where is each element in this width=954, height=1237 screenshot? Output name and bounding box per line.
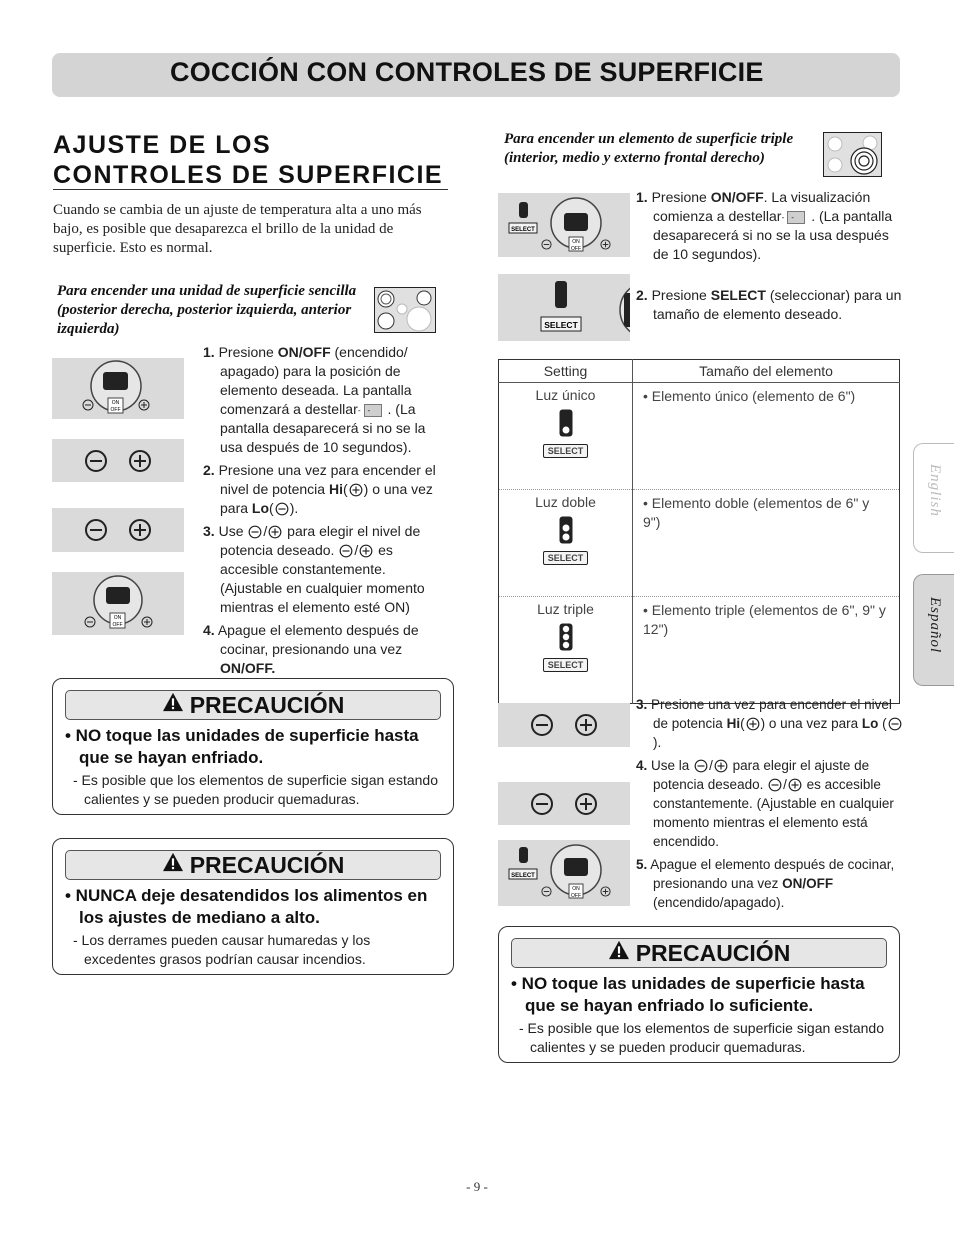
table-header-setting: Setting — [499, 360, 633, 383]
size-description: • Elemento único (elemento de 6") — [643, 388, 856, 404]
off-label: OFF — [110, 407, 121, 413]
minus-icon — [248, 525, 262, 539]
caution-box-2 — [52, 838, 454, 975]
triple-unit-heading: Para encender un elemento de superficie triple (interior, medio y externo frontal derecho) — [504, 131, 794, 166]
page-number: - 9 - — [466, 1179, 488, 1194]
section-title: AJUSTE DE LOS CONTROLES DE SUPERFICIE — [53, 131, 444, 189]
minus-plus-thumb — [498, 703, 630, 747]
select-button: SELECT — [543, 551, 589, 565]
triple-step-4: 4. Use la / para elegir el ajuste de potencia deseado. / es accesible constantemente. (Ajustable en cualquier momento mientras el elemento está encendido. — [636, 758, 894, 849]
minus-icon — [275, 502, 289, 516]
triple-step-2: 2. Presione SELECT (seleccionar) para un tamaño de elemento deseado. — [636, 287, 902, 322]
table-row — [499, 597, 900, 704]
tab-espanol[interactable]: Español — [913, 574, 954, 686]
plus-icon — [788, 778, 802, 792]
caution-box-1 — [52, 678, 454, 815]
minus-plus-thumb — [52, 439, 184, 482]
caution-main-text: • NUNCA deje desatendidos los alimentos en los ajustes de mediano a alto. — [65, 886, 428, 927]
single-step-3: 3. Use / para elegir el nivel de potencia deseado. / es accesible constantemente. (Ajustable en cualquier momento mientras el elemento esté ON) — [203, 523, 425, 615]
off-label: OFF — [571, 246, 581, 252]
on-label: ON — [113, 615, 122, 621]
warning-icon — [608, 940, 630, 960]
single-step-1: 1. Presione ON/OFF (encendido/ apagado) para la posición de elemento deseada. La pantalla comenzará a destellar - - . (La pantalla desaparecerá si no se la usa después de 10 segundos). — [203, 344, 426, 455]
table-header-size: Tamaño del elemento — [633, 360, 900, 383]
caution-main-text: • NO toque las unidades de superficie hasta que se hayan enfriado lo suficiente. — [511, 974, 865, 1015]
on-label: ON — [572, 886, 580, 892]
minus-plus-thumb — [52, 508, 184, 552]
warning-icon — [162, 852, 184, 872]
single-lamp-icon — [500, 409, 631, 440]
triple-steps-c — [636, 695, 904, 916]
caution-box-3 — [498, 926, 900, 1063]
table-row — [499, 383, 900, 490]
select-label: SELECT — [511, 873, 535, 879]
plus-icon — [268, 525, 282, 539]
element-size-table — [498, 359, 900, 704]
tab-english[interactable]: English — [913, 443, 954, 553]
size-description: • Elemento doble (elementos de 6" y 9") — [633, 490, 900, 597]
triple-lamp-icon — [500, 623, 631, 654]
single-step-4: 4. Apague el elemento después de cocinar, presionando una vez ON/OFF. — [203, 622, 419, 676]
on-label: ON — [111, 400, 120, 406]
double-lamp-icon — [500, 516, 631, 547]
cooktop-single-diagram — [374, 287, 436, 333]
control-panel-onoff-thumb — [52, 572, 184, 635]
on-label: ON — [572, 239, 580, 245]
setting-label: Luz único — [535, 387, 596, 403]
single-step-2: 2. Presione una vez para encender el nivel de potencia Hi( ) o una vez para Lo( ). — [203, 462, 436, 516]
select-label: SELECT — [511, 227, 535, 233]
caution-header: PRECAUCIÓN — [511, 938, 887, 968]
control-panel-select-thumb — [498, 840, 630, 906]
triple-step-5: 5. Apague el elemento después de cocinar, presionando una vez ON/OFF (encendido/apagado). — [636, 857, 895, 910]
plus-icon — [349, 483, 363, 497]
single-steps — [203, 343, 451, 682]
section-divider — [53, 189, 448, 190]
control-panel-onoff-thumb — [52, 358, 184, 419]
plus-icon — [359, 544, 373, 558]
minus-icon — [768, 778, 782, 792]
minus-plus-thumb — [498, 782, 630, 825]
select-button-thumb — [498, 274, 630, 341]
setting-label: Luz doble — [535, 494, 596, 510]
select-button: SELECT — [543, 444, 589, 458]
minus-icon — [694, 759, 708, 773]
table-row — [499, 490, 900, 597]
caution-header: PRECAUCIÓN — [65, 690, 441, 720]
caution-sub-text: - Los derrames pueden causar humaredas y los excedentes grasos podrían causar incendios. — [73, 932, 371, 967]
setting-label: Luz triple — [537, 601, 594, 617]
triple-step-3: 3. Presione una vez para encender el nivel de potencia Hi( ) o una vez para Lo (). — [636, 695, 904, 752]
caution-sub-text: - Es posible que los elementos de superficie sigan estando calientes y se pueden producir quemaduras. — [519, 1020, 884, 1055]
minus-icon — [888, 717, 902, 731]
section-intro: Cuando se cambia de un ajuste de temperatura alta a uno más bajo, es posible que desaparezca el brillo de la unidad de superficie. Esto es normal. — [53, 202, 422, 256]
off-label: OFF — [112, 622, 123, 628]
caution-sub-text: - Es posible que los elementos de superficie sigan estando calientes y se pueden producir quemaduras. — [73, 772, 438, 807]
display-dashes-icon: - - — [364, 404, 382, 417]
minus-icon — [339, 544, 353, 558]
plus-icon — [714, 759, 728, 773]
caution-main-text: • NO toque las unidades de superficie hasta que se hayan enfriado. — [65, 726, 419, 767]
triple-steps-b — [636, 286, 902, 328]
triple-step-1: 1. Presione ON/OFF. La visualización comienza a destellar - - . (La pantalla desaparecerá si no se la usa después de 10 segundos). — [636, 189, 893, 262]
warning-icon — [162, 692, 184, 712]
cooktop-triple-diagram — [823, 132, 882, 177]
caution-header: PRECAUCIÓN — [65, 850, 441, 880]
single-unit-heading: Para encender una unidad de superficie sencilla (posterior derecha, posterior izquierda, anterior izquierda) — [57, 283, 357, 337]
plus-icon — [746, 717, 760, 731]
display-dashes-icon: - - — [787, 211, 805, 224]
size-description: • Elemento triple (elementos de 6", 9" y 12") — [633, 597, 900, 704]
select-label: SELECT — [544, 320, 578, 330]
select-button: SELECT — [543, 658, 589, 672]
off-label: OFF — [571, 893, 581, 899]
control-panel-select-thumb — [498, 193, 630, 257]
triple-steps-a — [636, 188, 902, 268]
page-title: COCCIÓN CON CONTROLES DE SUPERFICIE — [170, 57, 764, 87]
